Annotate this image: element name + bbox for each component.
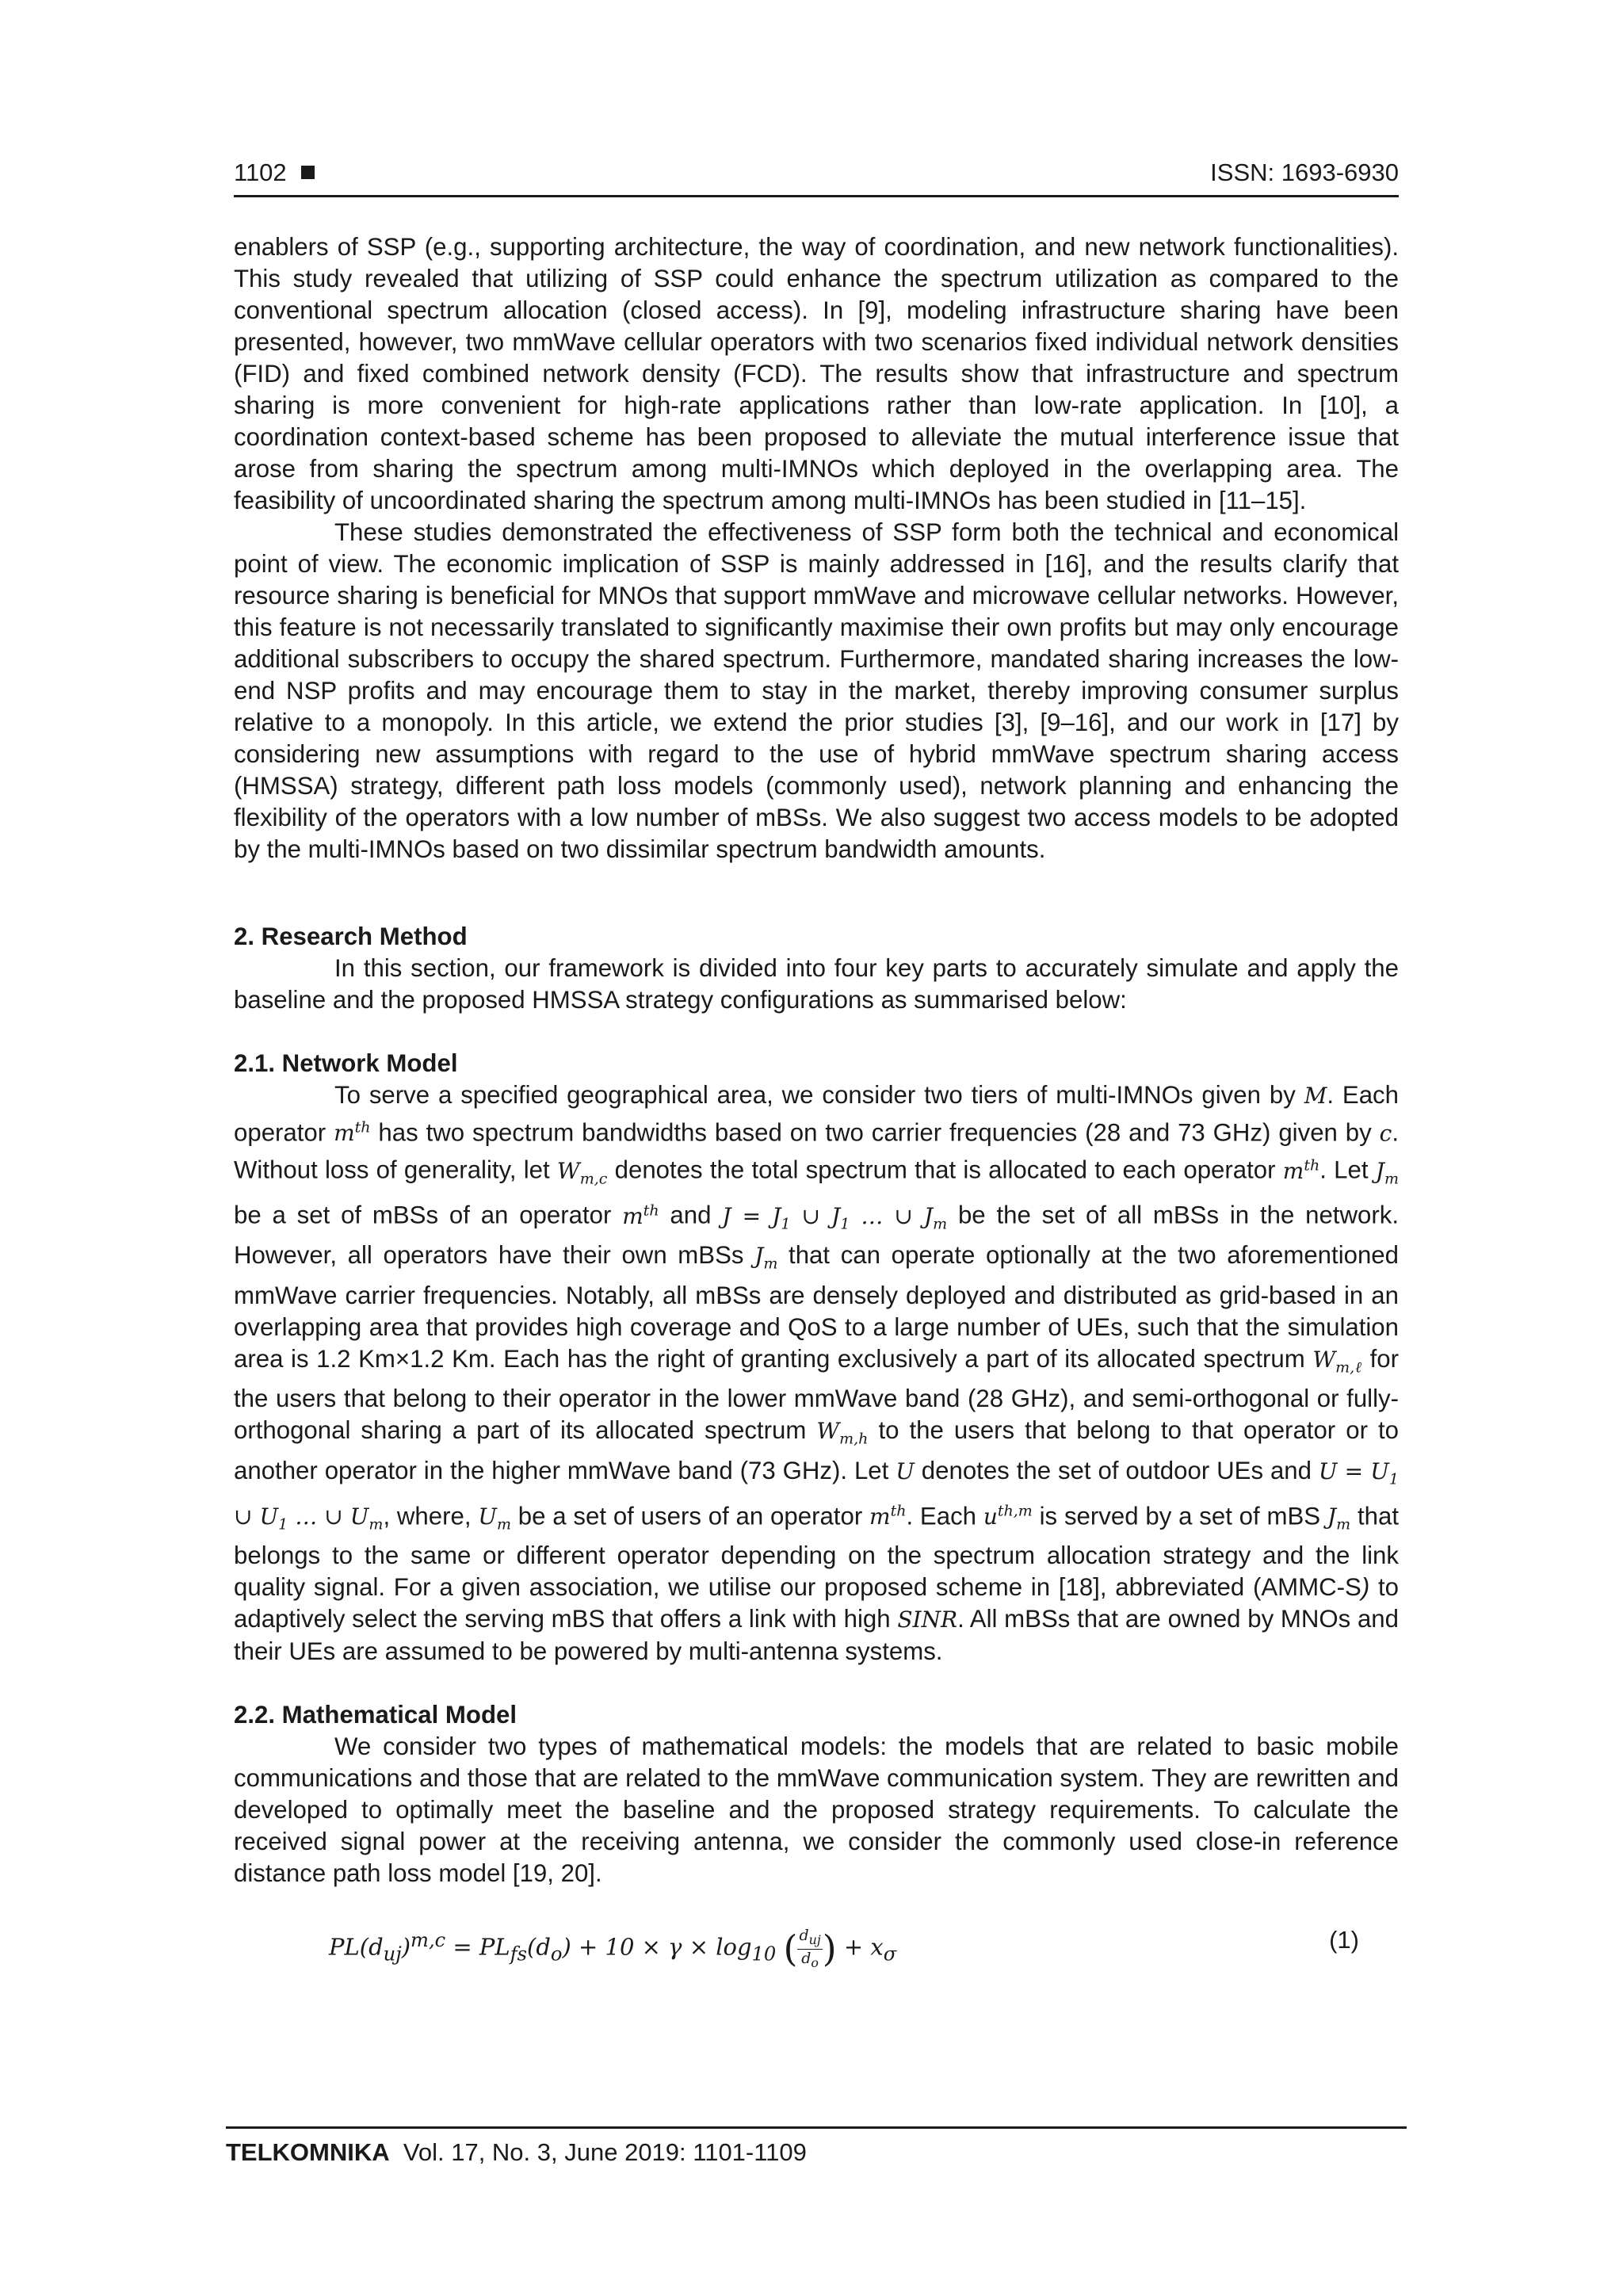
page-header [234,155,1399,197]
equation-1 [234,1904,1399,1991]
page-number: 1102 [234,159,315,187]
section-2-1-text: To serve a specified geographical area, we consider two tiers of multi-IMNOs given by M. Each operator $m^{th}$ has two spectrum bandwidths based on two carrier frequencies (28 and 73 GHz) given by c. Without loss of generality, let $W_{m,c}$ denotes the total spectrum that is allocated to each operator $m^{th}$. Let $J_m$ be a set of mBSs of an operator $m^{th}$ and $J = J_1$ ∪ $J_1$ … ∪ $J_m$ be the set of all mBSs in the network. However, all operators have their own mBSs $J_m$ that can operate optionally at the two aforementioned mmWave carrier frequencies. Notably, all mBSs are densely deployed and distributed as grid-based in an overlapping area that provides high coverage and QoS to a large number of UEs, such that the simulation area is 1.2 Km×1.2 Km. Each has the right of granting exclusively a part of its allocated spectrum $W_{m,\ell}$ for the users that belong to their operator in the lower mmWave band (28 GHz), and semi-orthogonal or fully-orthogonal sharing a part of its allocated spectrum $W_{m,h}$ to the users that belong to that operator or to another operator in the higher mmWave band (73 GHz). Let U denotes the set of outdoor UEs and $U = U_1$ ∪ $U_1$ … ∪ $U_m$, where, $U_m$ be a set of users of an operator $m^{th}$. Each $u^{th,m}$ is served by a set of mBS $J_m$ that belongs to the same or different operator depending on the spectrum allocation strategy and the link quality signal. For a given association, we utilise our proposed scheme in [18], abbreviated (AMMC-S) to adaptively select the serving mBS that offers a link with high SINR. All mBSs that are owned by MNOs and their UEs are assumed to be powered by multi-antenna systems. [234,1081,1400,1666]
equation-formula: $PL(d_{uj})^{m,c} = PL_{fs}(d_o) + 10 \times \gamma \times \log_{10}$ ( $\frac{d_{uj}}{d_o}$ ) + $x_\sigma$ [329,1926,897,1971]
section-2-2-title: 2.2. Mathematical Model [234,1701,517,1729]
paragraph-1: enablers of SSP (e.g., supporting architecture, the way of coordination, and new network functionalities). This study revealed that utilizing of SSP could enhance the spectrum utilization as compared to the conventional spectrum allocation (closed access). In [9], modeling infrastructure sharing have been presented, however, two mmWave cellular operators with two scenarios fixed individual network densities (FID) and fixed combined network density (FCD). The results show that infrastructure and spectrum sharing is more convenient for high-rate applications rather than low-rate application. In [10], a coordination context-based scheme has been proposed to alleviate the mutual interference issue that arose from sharing the spectrum among multi-IMNOs which deployed in the overlapping area. The feasibility of uncoordinated sharing the spectrum among multi-IMNOs has been studied in [11–15]. [234,233,1399,514]
section-2-1-title: 2.1. Network Model [234,1049,458,1077]
citation: Vol. 17, No. 3, June 2019: 1101-1109 [403,2138,807,2166]
page-footer [226,2126,1407,2167]
issn: ISSN: 1693-6930 [1210,159,1399,186]
journal-name: TELKOMNIKA [226,2138,390,2166]
square-bullet-icon [301,166,315,179]
section-2-title: 2. Research Method [234,923,468,950]
paragraph-2: These studies demonstrated the effectiveness of SSP form both the technical and economical point of view. The economic implication of SSP is mainly addressed in [16], and the results clarify that resource sharing is beneficial for MNOs that support mmWave and microwave cellular networks. However, this feature is not necessarily translated to significantly maximise their own profits but may only encourage additional subscribers to occupy the shared spectrum. Furthermore, mandated sharing increases the low-end NSP profits and may encourage them to stay in the market, thereby improving consumer surplus relative to a monopoly. In this article, we extend the prior studies [3], [9–16], and our work in [17] by considering new assumptions with regard to the use of hybrid mmWave spectrum sharing access (HMSSA) strategy, different path loss models (commonly used), network planning and enhancing the flexibility of the operators with a low number of mBSs. We also suggest two access models to be adopted by the multi-IMNOs based on two dissimilar spectrum bandwidth amounts. [234,518,1399,863]
equation-number: (1) [1329,1926,1359,1954]
section-2-text: In this section, our framework is divided into four key parts to accurately simulate and apply the baseline and the proposed HMSSA strategy configurations as summarised below: [234,954,1399,1014]
section-2-2-text: We consider two types of mathematical models: the models that are related to basic mobile communications and those that are related to the mmWave communication system. They are rewritten and developed to optimally meet the baseline and the proposed strategy requirements. To calculate the received signal power at the receiving antenna, we consider the commonly used close-in reference distance path loss model [19, 20]. [234,1733,1399,1888]
article-body [234,231,1399,1991]
